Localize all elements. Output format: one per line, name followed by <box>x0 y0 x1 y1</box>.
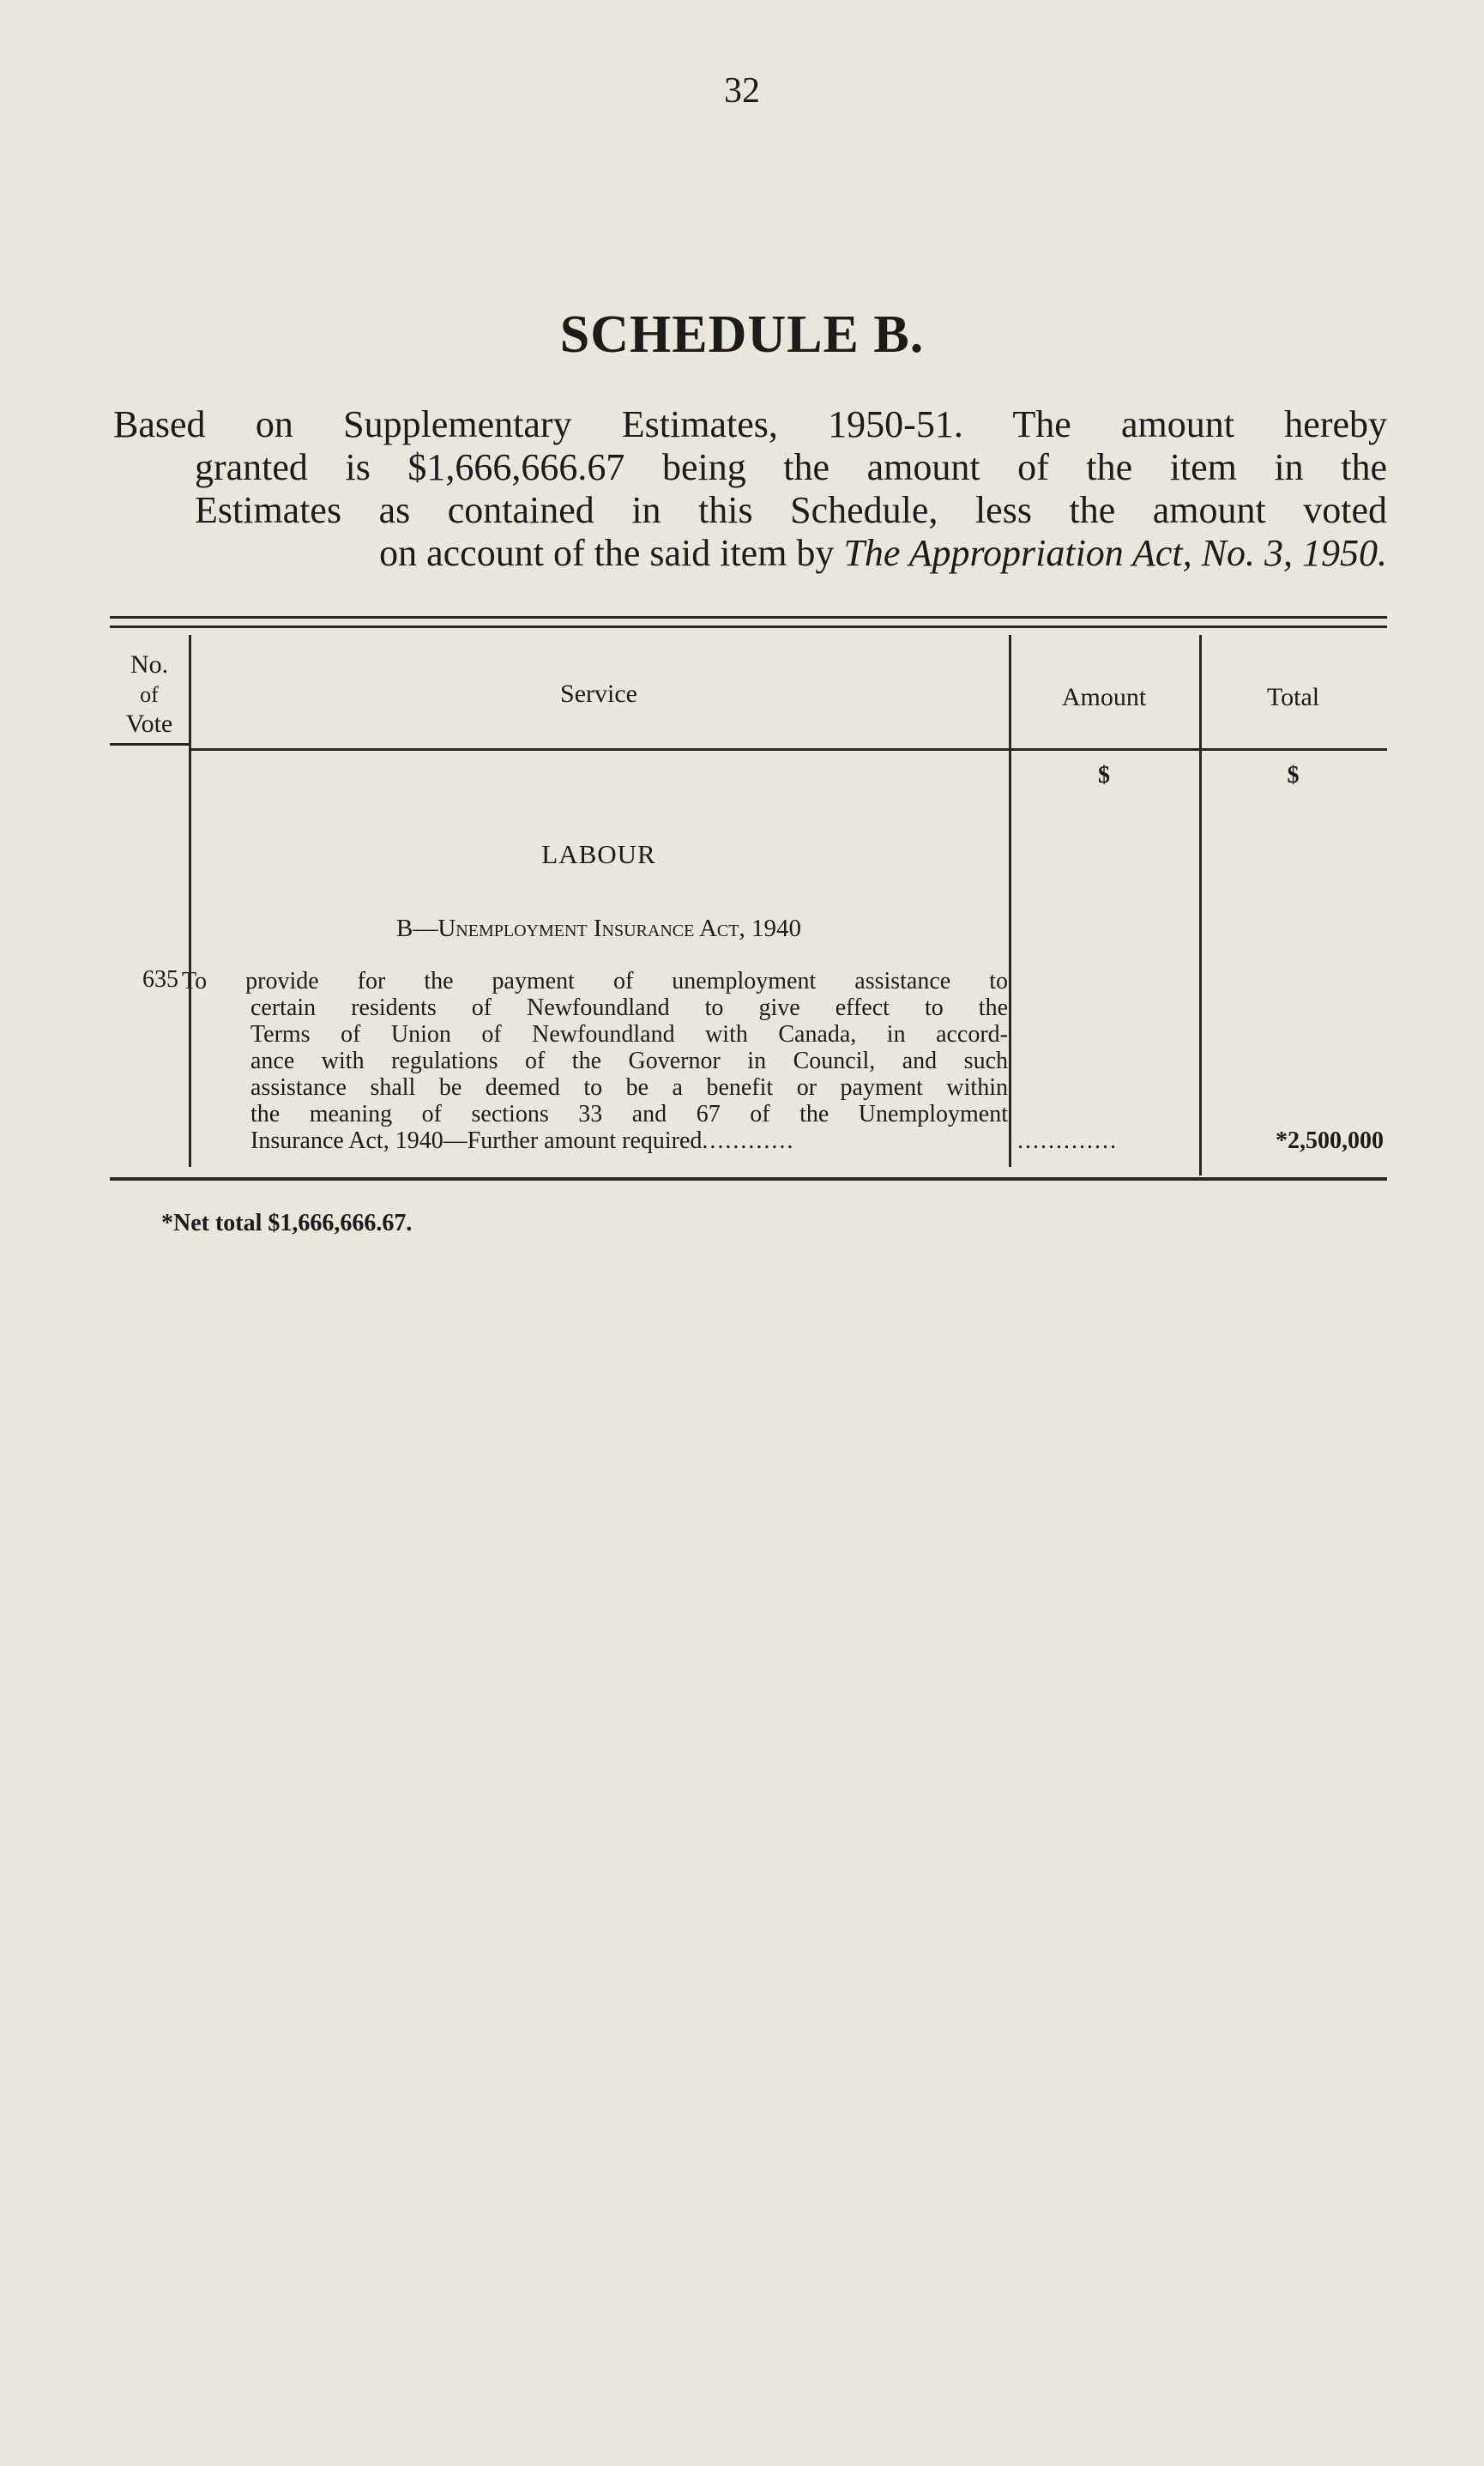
department-heading: LABOUR <box>541 839 656 869</box>
intro-line-2: granted is $1,666,666.67 being the amount of the item in the <box>195 446 1387 488</box>
table-bottom-rule <box>110 1177 1387 1181</box>
intro-line-1: Based on Supplementary Estimates, 1950-51. The amount hereby <box>113 403 1387 445</box>
vote-line-7: Insurance Act, 1940—Further amount required <box>250 1127 703 1154</box>
vote-header-rule <box>110 743 189 746</box>
intro-line-3: Estimates as contained in this Schedule, less the amount voted <box>195 489 1387 531</box>
table-top-rule <box>110 616 1387 628</box>
amount-column-divider <box>1199 635 1202 1176</box>
intro-paragraph <box>113 403 1387 575</box>
footnote-net-total: *Net total $1,666,666.67. <box>161 1210 413 1236</box>
vote-line-5: assistance shall be deemed to be a benefit or payment within <box>250 1074 1008 1101</box>
vote-number: 635 <box>142 966 178 993</box>
amount-header: Amount <box>1061 683 1147 711</box>
vote-number-header <box>110 650 189 739</box>
page-number: 32 <box>724 71 760 111</box>
vote-line-4: ance with regulations of the Governor in Council, and such <box>250 1048 1008 1074</box>
amount-dot-leader: ............. <box>1017 1127 1118 1154</box>
vote-header-line-1: No. <box>130 650 169 679</box>
vote-line-1: To provide for the payment of unemployment assistance to <box>182 968 1008 994</box>
header-rule <box>189 748 1387 751</box>
vote-description <box>182 968 1008 1154</box>
total-currency: $ <box>1287 762 1300 789</box>
act-name: The Appropriation Act, No. 3, 1950. <box>843 532 1387 574</box>
vote-line-3: Terms of Union of Newfoundland with Canada, in accord- <box>250 1021 1008 1048</box>
service-column-divider <box>1009 635 1011 1167</box>
intro-line-4: on account of the said item by <box>379 532 844 574</box>
vote-line-2: certain residents of Newfoundland to give effect to the <box>250 994 1008 1021</box>
service-dot-leader: ............ <box>702 1127 795 1154</box>
vote-header-line-2: of <box>140 682 159 707</box>
vote-line-6: the meaning of sections 33 and 67 of the Unemployment <box>250 1101 1008 1127</box>
vote-total: *2,500,000 <box>1276 1127 1384 1154</box>
amount-currency: $ <box>1098 762 1110 789</box>
service-header: Service <box>560 680 637 708</box>
schedule-title: SCHEDULE B. <box>559 305 925 364</box>
vote-header-line-3: Vote <box>125 710 173 738</box>
act-subheading: B—Unemployment Insurance Act, 1940 <box>396 915 801 942</box>
vote-column-divider <box>189 635 191 1167</box>
total-header: Total <box>1266 683 1320 711</box>
